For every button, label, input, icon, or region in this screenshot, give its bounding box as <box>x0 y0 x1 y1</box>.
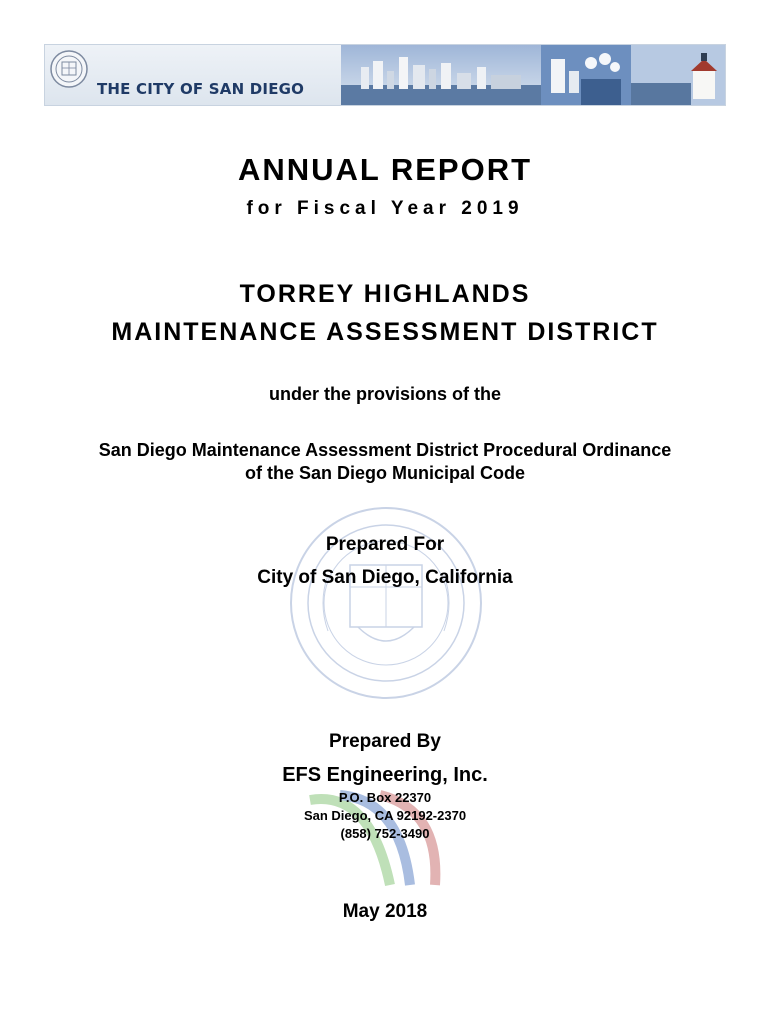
city-seal-icon <box>49 49 89 89</box>
report-date: May 2018 <box>342 901 428 922</box>
district-name-line1: TORREY HIGHLANDS <box>239 280 531 308</box>
company-phone: (858) 752-3490 <box>340 826 430 841</box>
company-address: San Diego, CA 92192-2370 <box>303 808 467 823</box>
prepared-for-name: City of San Diego, California <box>257 567 513 588</box>
san-diego-skyline-photo <box>341 45 725 105</box>
city-banner <box>44 44 726 106</box>
fiscal-year-subtitle: for Fiscal Year 2019 <box>246 198 524 219</box>
banner-title: THE CITY OF SAN DIEGO <box>97 80 305 98</box>
company-name: EFS Engineering, Inc. <box>282 764 488 786</box>
prepared-by-label: Prepared By <box>329 731 441 752</box>
ordinance-line1: San Diego Maintenance Assessment District Procedural Ordinance <box>98 440 672 460</box>
ordinance-line2: of the San Diego Municipal Code <box>244 463 525 483</box>
company-po-box: P.O. Box 22370 <box>338 790 432 805</box>
provisions-intro: under the provisions of the <box>268 384 501 404</box>
prepared-for-label: Prepared For <box>325 534 445 555</box>
report-title: ANNUAL REPORT <box>237 152 533 187</box>
district-name-line2: MAINTENANCE ASSESSMENT DISTRICT <box>111 318 659 346</box>
banner-left-panel <box>45 45 345 105</box>
